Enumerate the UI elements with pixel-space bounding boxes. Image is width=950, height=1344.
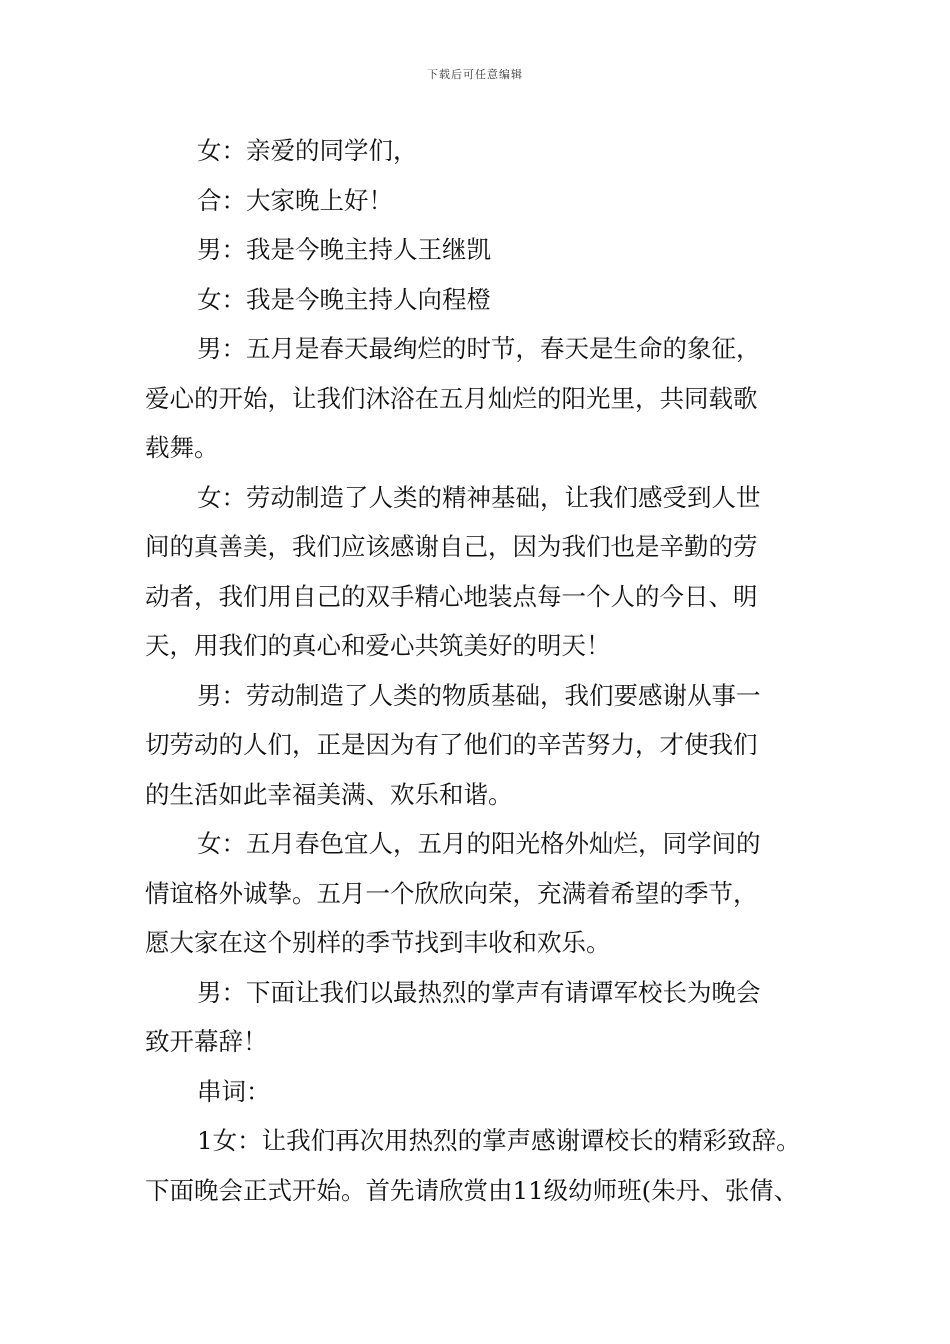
paragraph — [145, 126, 827, 176]
text-line: 致开幕辞！ — [145, 1027, 268, 1056]
text-line: 愿大家在这个别样的季节找到丰收和欢乐。 — [145, 928, 611, 957]
text-line: 爱心的开始，让我们沐浴在五月灿烂的阳光里，共同载歌 — [145, 383, 758, 413]
text-line: 情谊格外诚挚。五月一个欣欣向荣，充满着希望的季节， — [145, 878, 758, 908]
text-line: 的生活如此幸福美满、欢乐和谐。 — [145, 779, 513, 809]
paragraph — [145, 473, 827, 671]
paragraph — [145, 819, 827, 968]
paragraph — [145, 1067, 827, 1117]
text-line: 男：五月是春天最绚烂的时节，春天是生命的象征， — [197, 334, 761, 363]
page-header-watermark: 下载后可任意编辑 — [427, 68, 523, 81]
text-line: 载舞。 — [145, 433, 219, 462]
text-line: 合：大家晚上好！ — [197, 185, 393, 215]
text-line: 女：五月春色宜人，五月的阳光格外灿烂，同学间的 — [197, 829, 761, 858]
text-line: 女：亲爱的同学们， — [197, 136, 418, 165]
text-line: 男：下面让我们以最热烈的掌声有请谭军校长为晚会 — [197, 977, 761, 1007]
paragraph — [145, 176, 827, 226]
text-line: 男：我是今晚主持人王继凯 — [197, 235, 491, 264]
paragraph — [145, 324, 827, 473]
paragraph — [145, 1116, 827, 1215]
text-line: 女：劳动制造了人类的精神基础，让我们感受到人世 — [197, 482, 761, 512]
document-body — [145, 126, 827, 1215]
text-line: 天，用我们的真心和爱心共筑美好的明天！ — [145, 631, 611, 660]
text-line: 男：劳动制造了人类的物质基础，我们要感谢从事一 — [197, 680, 761, 710]
paragraph — [145, 225, 827, 275]
text-line: 串词： — [197, 1076, 271, 1106]
text-line: 动者，我们用自己的双手精心地装点每一个人的今日、明 — [145, 581, 758, 611]
text-line: 1女：让我们再次用热烈的掌声感谢谭校长的精彩致辞。 — [197, 1126, 801, 1155]
text-line: 间的真善美，我们应该感谢自己，因为我们也是辛勤的劳 — [145, 532, 758, 561]
paragraph — [145, 275, 827, 325]
text-line: 切劳动的人们，正是因为有了他们的辛苦努力，才使我们 — [145, 730, 758, 759]
text-line: 女：我是今晚主持人向程橙 — [197, 284, 491, 314]
paragraph — [145, 968, 827, 1067]
paragraph — [145, 671, 827, 820]
text-line: 下面晚会正式开始。首先请欣赏由11级幼师班(朱丹、张倩、 — [145, 1175, 799, 1205]
